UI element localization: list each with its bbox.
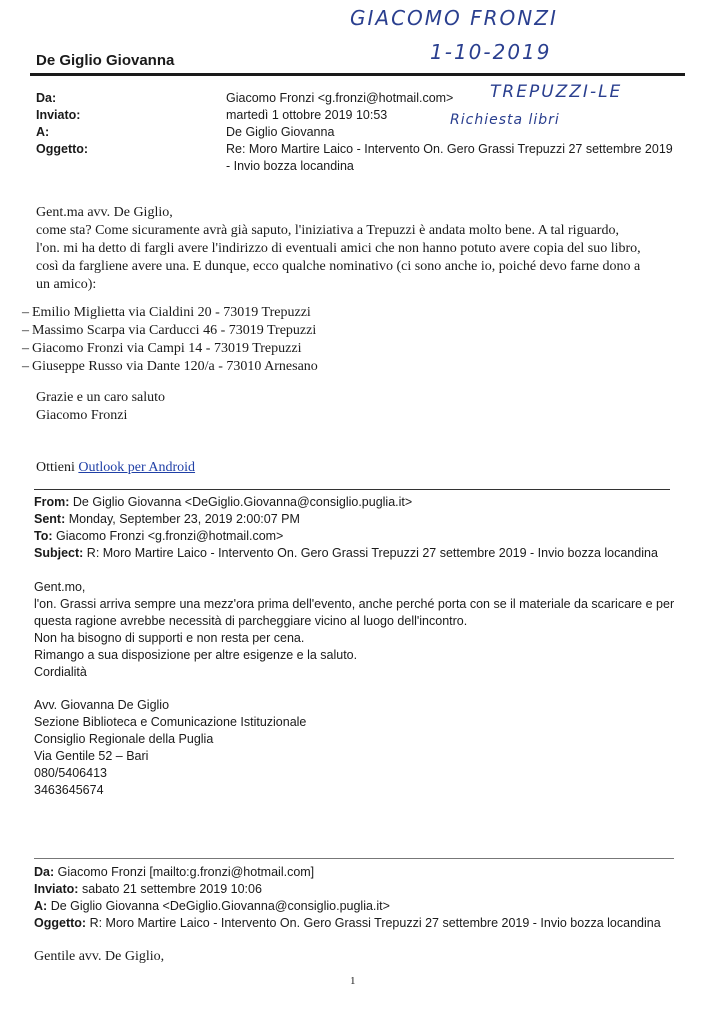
address-item: – Giacomo Fronzi via Campi 14 - 73019 Trepuzzi [22, 341, 302, 356]
label: Oggetto: [34, 916, 87, 930]
body-line: l'on. mi ha detto di fargli avere l'indirizzo di eventuali amici che non hanno potuto avere copia del suo libro, [36, 241, 641, 256]
field-sent [36, 107, 676, 124]
orig-subject [34, 915, 704, 932]
orig-sent [34, 881, 704, 898]
mailbox-owner-name: De Giglio Giovanna [36, 52, 175, 69]
value: Giacomo Fronzi [mailto:g.fronzi@hotmail.com] [57, 865, 315, 879]
signature-line: Sezione Biblioteca e Comunicazione Istituzionale [34, 715, 307, 729]
address-item: – Giuseppe Russo via Dante 120/a - 73010 Arnesano [22, 359, 318, 374]
closing [36, 389, 165, 425]
value: De Giglio Giovanna <DeGiglio.Giovanna@consiglio.puglia.it> [72, 495, 413, 509]
original-header [34, 864, 704, 932]
handwritten-date: 1-10-2019 [430, 40, 552, 64]
field-label: Inviato: [36, 108, 81, 122]
orig-from [34, 864, 704, 881]
reply-sent [34, 511, 704, 528]
field-value: martedì 1 ottobre 2019 10:53 [226, 108, 388, 122]
body-line: così da fargliene avere una. E dunque, ecco qualche nominativo (ci sono anche io, poiché devo farne dono a [36, 259, 641, 274]
outlook-link[interactable]: Outlook per Android [78, 460, 196, 475]
address-item: – Massimo Scarpa via Carducci 46 - 73019 Trepuzzi [22, 323, 317, 338]
page-number: 1 [350, 975, 356, 987]
signature [34, 697, 434, 799]
label: To: [34, 529, 53, 543]
address-text: Emilio Miglietta via Cialdini 20 - 73019 Trepuzzi [32, 305, 311, 320]
body-line: un amico): [36, 277, 97, 292]
field-value: De Giglio Giovanna [226, 125, 335, 139]
reply-header [34, 494, 704, 562]
field-value: Giacomo Fronzi <g.fronzi@hotmail.com> [226, 91, 454, 105]
signature-line: Consiglio Regionale della Puglia [34, 732, 214, 746]
value: R: Moro Martire Laico - Intervento On. Gero Grassi Trepuzzi 27 settembre 2019 - Invio bozza locandina [86, 546, 658, 560]
value: De Giglio Giovanna <DeGiglio.Giovanna@consiglio.puglia.it> [50, 899, 390, 913]
header-divider [30, 73, 685, 76]
label: Da: [34, 865, 55, 879]
reply-from [34, 494, 704, 511]
body-line: l'on. Grassi arriva sempre una mezz'ora prima dell'evento, anche perché porta con se il materiale da scaricare e per [34, 597, 675, 611]
value: Monday, September 23, 2019 2:00:07 PM [68, 512, 300, 526]
label: Sent: [34, 512, 66, 526]
message-divider [34, 489, 670, 490]
field-value: Re: Moro Martire Laico - Intervento On. Gero Grassi Trepuzzi 27 settembre 2019 - Invio bozza locandina [226, 142, 673, 173]
signature-line: 3463645674 [34, 783, 104, 797]
label: Subject: [34, 546, 84, 560]
reply-to [34, 528, 704, 545]
field-subject [36, 141, 676, 175]
field-to [36, 124, 676, 141]
value: Giacomo Fronzi <g.fronzi@hotmail.com> [56, 529, 284, 543]
orig-to [34, 898, 704, 915]
signature-line: Avv. Giovanna De Giglio [34, 698, 170, 712]
greeting: Gent.ma avv. De Giglio, [36, 205, 173, 220]
field-label: A: [36, 125, 50, 139]
field-from [36, 90, 676, 107]
body-line: Non ha bisogno di supporti e non resta per cena. [34, 631, 305, 645]
field-label: Da: [36, 91, 57, 105]
address-list [22, 304, 422, 376]
body-line: Gent.mo, [34, 580, 86, 594]
label: Inviato: [34, 882, 79, 896]
body-line: come sta? Come sicuramente avrà già saputo, l'iniziativa a Trepuzzi è andata molto bene. A tal riguardo, [36, 223, 619, 238]
address-text: Giuseppe Russo via Dante 120/a - 73010 Arnesano [32, 359, 318, 374]
body-line: questa ragione avrebbe necessità di parcheggiare vicino al luogo dell'incontro. [34, 614, 468, 628]
closing-line: Grazie e un caro saluto [36, 390, 166, 405]
address-item: – Emilio Miglietta via Cialdini 20 - 73019 Trepuzzi [22, 305, 311, 320]
body-line: Rimango a sua disposizione per altre esigenze e la saluto. [34, 648, 358, 662]
handwritten-name: GIACOMO FRONZI [350, 6, 558, 30]
handwritten-note: Richiesta libri [450, 112, 560, 128]
handwritten-location: TREPUZZI-LE [490, 82, 623, 102]
field-label: Oggetto: [36, 142, 89, 156]
signature-line: 080/5406413 [34, 766, 107, 780]
message-body [36, 204, 696, 294]
outlook-footer [36, 459, 195, 477]
value: sabato 21 settembre 2019 10:06 [81, 882, 262, 896]
message-divider [34, 858, 674, 859]
reply-subject [34, 545, 704, 562]
signature-line: Via Gentile 52 – Bari [34, 749, 149, 763]
value: R: Moro Martire Laico - Intervento On. Gero Grassi Trepuzzi 27 settembre 2019 - Invio bozza locandina [89, 916, 661, 930]
outlook-prefix: Ottieni [36, 460, 79, 475]
reply-body [34, 579, 704, 681]
closing-name: Giacomo Fronzi [36, 408, 128, 423]
address-text: Giacomo Fronzi via Campi 14 - 73019 Trepuzzi [32, 341, 302, 356]
body-line: Cordialità [34, 665, 87, 679]
address-text: Massimo Scarpa via Carducci 46 - 73019 Trepuzzi [32, 323, 317, 338]
email-header-fields [36, 90, 676, 175]
label: From: [34, 495, 70, 509]
original-greeting: Gentile avv. De Giglio, [34, 949, 165, 964]
label: A: [34, 899, 48, 913]
